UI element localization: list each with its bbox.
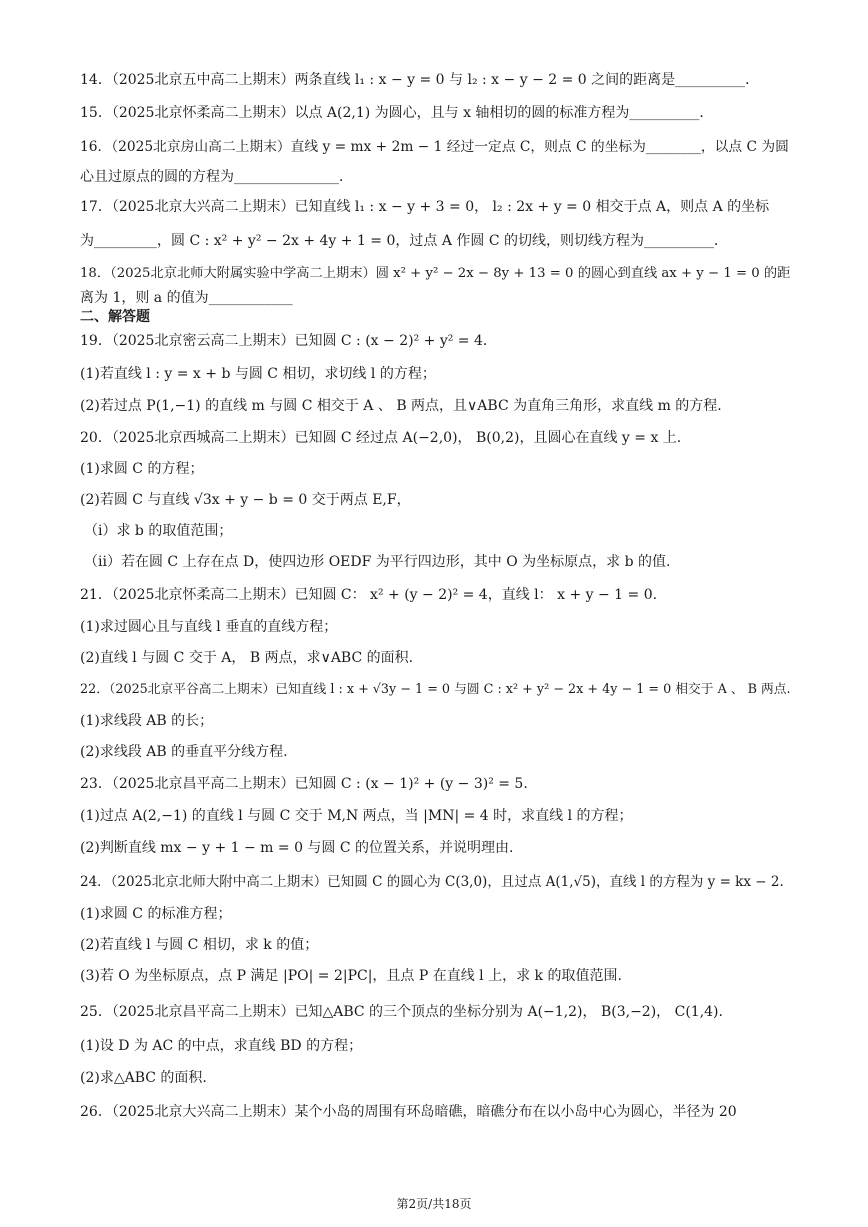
q23-part-1: (1)过点 A(2,−1) 的直线 l 与圆 C 交于 M,N 两点，当 |MN| = 4 时，求直线 l 的方程； xyxy=(80,808,633,824)
q18-line-1: 18．（2025北京北师大附属实验中学高二上期末）圆 x² + y² − 2x − 8y + 13 = 0 的圆心到直线 ax + y − 1 = 0 的距 xyxy=(80,266,791,281)
q26-stem: 26．（2025北京大兴高二上期末）某个小岛的周围有环岛暗礁，暗礁分布在以小岛中心为圆心，半径为 20 xyxy=(80,1104,737,1120)
q23-part-2: (2)判断直线 mx − y + 1 − m = 0 与圆 C 的位置关系，并说明理由. xyxy=(80,840,514,856)
q21-part-2: (2)直线 l 与圆 C 交于 A， B 两点，求∨ABC 的面积. xyxy=(80,650,414,666)
q22-part-1: (1)求线段 AB 的长； xyxy=(80,713,214,729)
q21-part-1: (1)求过圆心且与直线 l 垂直的直线方程； xyxy=(80,619,338,635)
q17-line-1: 17．（2025北京大兴高二上期末）已知直线 l₁ : x − y + 3 = 0， l₂ : 2x + y = 0 相交于点 A，则点 A 的坐标 xyxy=(80,199,770,215)
q16-line-2: 心且过原点的圆的方程为_______________． xyxy=(80,169,353,185)
q20-stem: 20．（2025北京西城高二上期末）已知圆 C 经过点 A(−2,0)， B(0,2)，且圆心在直线 y = x 上. xyxy=(80,430,682,446)
q14-line: 14．（2025北京五中高二上期末）两条直线 l₁ : x − y = 0 与 l₂ : x − y − 2 = 0 之间的距离是__________． xyxy=(80,72,760,88)
q23-stem: 23．（2025北京昌平高二上期末）已知圆 C : (x − 1)² + (y − 3)² = 5. xyxy=(80,776,528,792)
q21-stem: 21．（2025北京怀柔高二上期末）已知圆 C： x² + (y − 2)² = 4，直线 l： x + y − 1 = 0. xyxy=(80,587,658,603)
q19-stem: 19．（2025北京密云高二上期末）已知圆 C : (x − 2)² + y² = 4． xyxy=(80,333,497,349)
q16-line-1: 16．（2025北京房山高二上期末）直线 y = mx + 2m − 1 经过一定点 C，则点 C 的坐标为________，以点 C 为圆 xyxy=(80,139,789,155)
q24-stem: 24．（2025北京北师大附中高二上期末）已知圆 C 的圆心为 C(3,0)，且过点 A(1,√5)，直线 l 的方程为 y = kx − 2. xyxy=(80,874,784,890)
q24-part-3: (3)若 O 为坐标原点，点 P 满足 |PO| = 2|PC|，且点 P 在直线 l 上，求 k 的取值范围. xyxy=(80,968,622,984)
section-heading: 二、解答题 xyxy=(80,309,150,325)
q20-part-2-i: （i）求 b 的取值范围； xyxy=(84,523,233,539)
q25-part-1: (1)设 D 为 AC 的中点，求直线 BD 的方程； xyxy=(80,1038,363,1054)
q18-line-2: 离为 1，则 a 的值为____________ xyxy=(80,290,293,306)
q25-part-2: (2)求△ABC 的面积. xyxy=(80,1070,207,1086)
q20-part-2: (2)若圆 C 与直线 √3x + y − b = 0 交于两点 E,F， xyxy=(80,492,411,508)
q25-stem: 25．（2025北京昌平高二上期末）已知△ABC 的三个顶点的坐标分别为 A(−1,2)， B(3,−2)， C(1,4). xyxy=(80,1004,723,1020)
q19-part-1: (1)若直线 l : y = x + b 与圆 C 相切，求切线 l 的方程； xyxy=(80,366,436,382)
page-number: 第2页/共18页 xyxy=(396,1197,472,1211)
q20-part-1: (1)求圆 C 的方程； xyxy=(80,461,204,477)
q19-part-2: (2)若过点 P(1,−1) 的直线 m 与圆 C 相交于 A 、 B 两点，且∨ABC 为直角三角形，求直线 m 的方程. xyxy=(80,398,722,414)
q15-line: 15．（2025北京怀柔高二上期末）以点 A(2,1) 为圆心，且与 x 轴相切的圆的标准方程为__________． xyxy=(80,105,714,121)
q24-part-1: (1)求圆 C 的标准方程； xyxy=(80,906,232,922)
q22-part-2: (2)求线段 AB 的垂直平分线方程. xyxy=(80,744,288,760)
q17-line-2: 为_________，圆 C : x² + y² − 2x + 4y + 1 = 0，过点 A 作圆 C 的切线，则切线方程为__________． xyxy=(80,233,729,249)
q20-part-2-ii: （ii）若在圆 C 上存在点 D，使四边形 OEDF 为平行四边形，其中 O 为坐标原点，求 b 的值. xyxy=(84,554,671,570)
q22-stem: 22．（2025北京平谷高二上期末）已知直线 l : x + √3y − 1 = 0 与圆 C : x² + y² − 2x + 4y − 1 = 0 相交于 A 、 B 两点. xyxy=(80,682,791,697)
q24-part-2: (2)若直线 l 与圆 C 相切，求 k 的值； xyxy=(80,937,319,953)
